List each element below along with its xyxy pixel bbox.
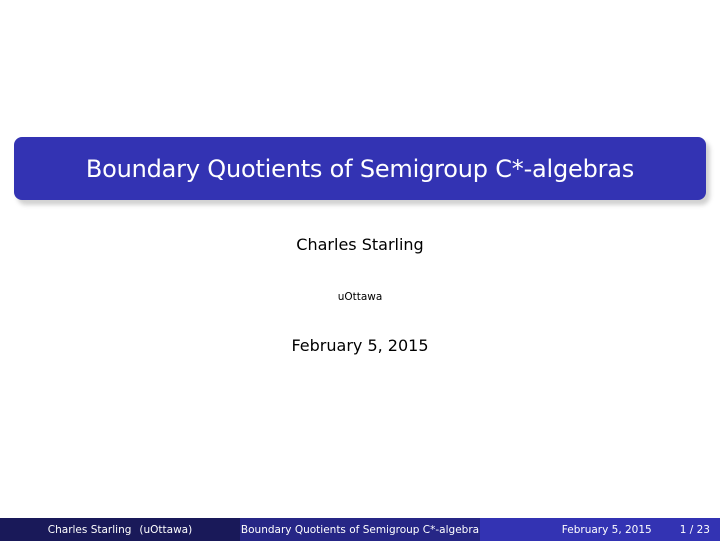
footer-date-section — [480, 518, 720, 541]
slide-title: Boundary Quotients of Semigroup C*-algebras — [85, 154, 635, 183]
footer-date: February 5, 2015 — [561, 523, 652, 536]
footer-author: Charles Starling — [47, 523, 132, 536]
footer-title: Boundary Quotients of Semigroup C*-algebra — [240, 523, 480, 536]
title-box — [14, 137, 706, 200]
author: Charles Starling — [296, 235, 424, 254]
date: February 5, 2015 — [291, 336, 429, 355]
institute: uOttawa — [337, 291, 383, 303]
footer-author-section — [0, 518, 240, 541]
footer-institute: (uOttawa) — [139, 523, 193, 536]
page-number: 1 / 23 — [679, 523, 710, 536]
footer-title-section — [240, 518, 480, 541]
footer-bar — [0, 518, 720, 541]
